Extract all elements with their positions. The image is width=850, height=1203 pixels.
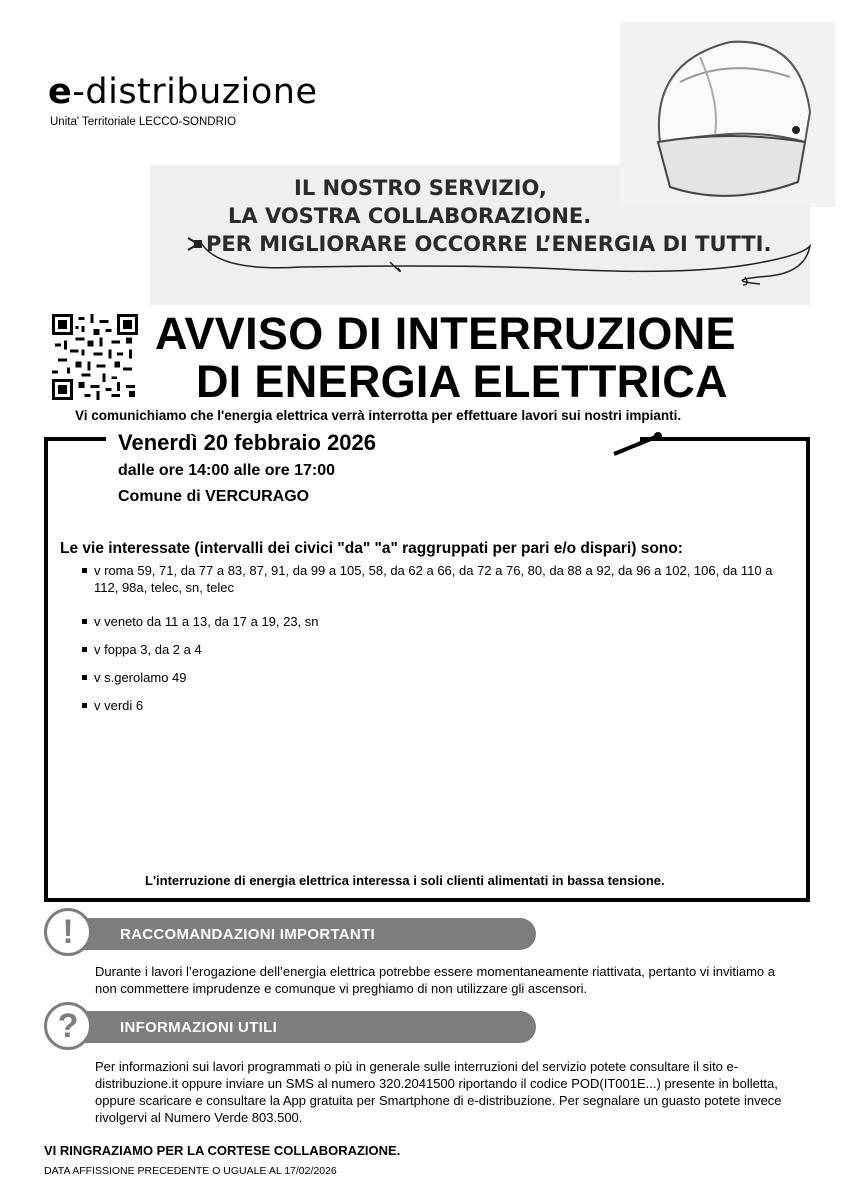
slogan-line-1: IL NOSTRO SERVIZIO, xyxy=(294,176,547,200)
plug-wire-icon xyxy=(180,232,820,292)
qr-code-icon xyxy=(52,314,138,400)
list-item xyxy=(82,669,792,686)
posting-date: DATA AFFISSIONE PRECEDENTE O UGUALE AL 17/02/2026 xyxy=(44,1165,337,1177)
info-banner xyxy=(84,1011,536,1043)
territorial-unit: Unita' Territoriale LECCO-SONDRIO xyxy=(50,116,237,128)
list-item xyxy=(82,697,792,714)
intro-text: Vi comunichiamo che l'energia elettrica verrà interrotta per effettuare lavori sui nostri impianti. xyxy=(75,408,682,423)
street-text: v roma 59, 71, da 77 a 83, 87, 91, da 99 a 105, 58, da 62 a 66, da 72 a 76, 80, da 88 a 92, da 96 a 102, 106, da 110 a 112, 98a, telec, sn, telec xyxy=(94,563,773,595)
list-item xyxy=(82,613,792,630)
thanks-text: VI RINGRAZIAMO PER LA CORTESE COLLABORAZIONE. xyxy=(44,1143,401,1158)
logo-e: e xyxy=(48,72,73,112)
notice-title-line-1: AVVISO DI INTERRUZIONE xyxy=(155,308,736,359)
street-text: v veneto da 11 a 13, da 17 a 19, 23, sn xyxy=(94,614,319,629)
box-border-segment xyxy=(44,437,106,441)
pen-icon xyxy=(610,428,690,458)
recommendations-title: RACCOMANDAZIONI IMPORTANTI xyxy=(120,926,375,943)
exclamation-icon: ! xyxy=(44,908,92,956)
bullet xyxy=(82,647,87,652)
slogan-line-2: LA VOSTRA COLLABORAZIONE. xyxy=(228,204,592,228)
question-icon: ? xyxy=(44,1002,92,1050)
street-text: v s.gerolamo 49 xyxy=(94,670,187,685)
interruption-hours: dalle ore 14:00 alle ore 17:00 xyxy=(118,462,336,479)
logo-text: -distribuzione xyxy=(72,72,318,112)
low-voltage-note: L'interruzione di energia elettrica interessa i soli clienti alimentati in bassa tensione. xyxy=(145,873,665,888)
notice-title-line-2: DI ENERGIA ELETTRICA xyxy=(196,356,728,407)
slogan-line-3: PER MIGLIORARE OCCORRE L’ENERGIA DI TUTTI. xyxy=(206,232,772,256)
recommendations-banner xyxy=(84,918,536,950)
info-title: INFORMAZIONI UTILI xyxy=(120,1019,278,1036)
interruption-date: Venerdì 20 febbraio 2026 xyxy=(118,430,377,455)
recommendations-text: Durante i lavori l’erogazione dell’energia elettrica potrebbe essere momentaneamente riattivata, pertanto vi invitiamo a non commettere imprudenze e comunque vi preghiamo di non utilizzare gli ascensori. xyxy=(95,964,775,996)
streets-heading: Le vie interessate (intervalli dei civici "da" "a" raggruppati per pari e/o dispari) sono: xyxy=(60,540,683,557)
street-text: v verdi 6 xyxy=(94,698,144,713)
bullet xyxy=(82,619,87,624)
list-item xyxy=(82,562,792,596)
company-logo xyxy=(48,72,318,112)
bullet xyxy=(82,703,87,708)
list-item xyxy=(82,641,792,658)
info-text: Per informazioni sui lavori programmati o più in generale sulle interruzioni del servizio potete consultare il sito e-distribuzione.it oppure inviare un SMS al numero 320.2041500 riportando il codice POD(IT001E...) presente in bolletta, oppure scaricare e consultare la App gratuita per Smartphone di e-distribuzione. Per segnalare un guasto potete invece rivolgervi al Numero Verde 803.500. xyxy=(95,1059,782,1125)
bullet xyxy=(82,675,87,680)
municipality: Comune di VERCURAGO xyxy=(118,488,310,505)
street-text: v foppa 3, da 2 a 4 xyxy=(94,642,202,657)
bullet xyxy=(82,568,87,573)
